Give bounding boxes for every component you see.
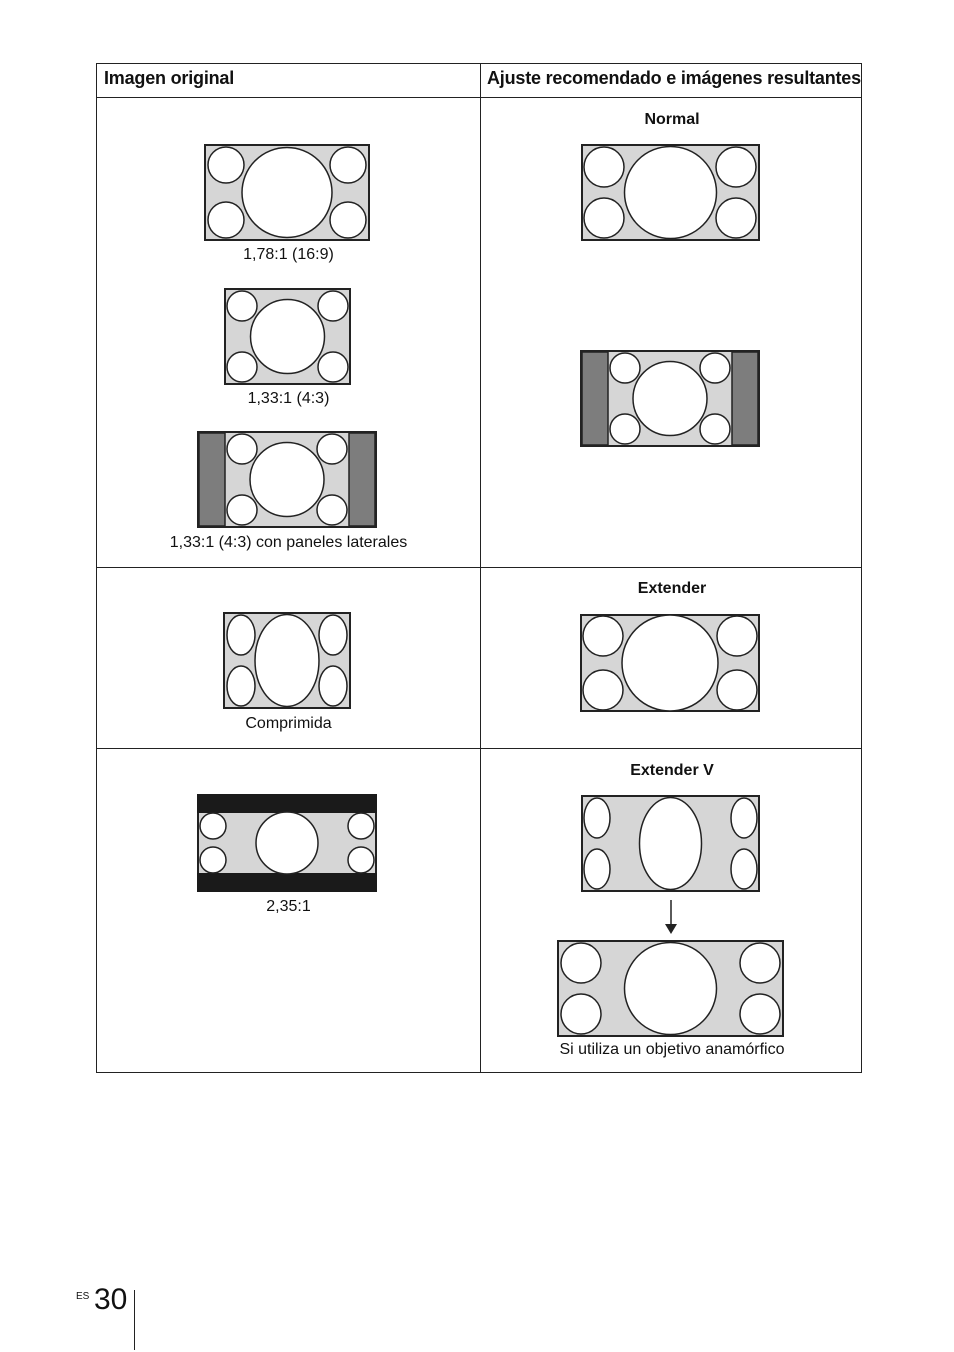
header-divider xyxy=(97,97,861,98)
caption-squeezed: Comprimida xyxy=(245,715,332,732)
caption-2-35-1: 2,35:1 xyxy=(266,898,311,915)
setting-normal-title: Normal xyxy=(644,111,700,128)
arrow-down-icon xyxy=(662,900,680,936)
row-divider xyxy=(97,748,861,749)
setting-extender-title: Extender xyxy=(637,580,707,597)
screen-4-3-original xyxy=(224,288,351,385)
screen-extender-result xyxy=(580,614,760,712)
footer-language: ES xyxy=(76,1291,90,1302)
screen-normal-result-side-panels xyxy=(580,350,760,447)
column-divider xyxy=(480,64,481,1072)
header-original-image: Imagen original xyxy=(104,68,235,88)
screen-normal-result-16-9 xyxy=(581,144,760,241)
screen-anamorphic-result xyxy=(557,940,784,1037)
footer-rule xyxy=(134,1290,135,1350)
caption-anamorphic-lens: Si utiliza un objetivo anamórfico xyxy=(559,1041,785,1058)
caption-16-9: 1,78:1 (16:9) xyxy=(243,246,334,263)
screen-16-9-original xyxy=(204,144,370,241)
page-number: 30 xyxy=(94,1283,128,1316)
screen-2-35-1-original xyxy=(197,794,377,892)
caption-4-3-side-panels: 1,33:1 (4:3) con paneles laterales xyxy=(169,534,408,551)
screen-4-3-side-panels-original xyxy=(197,431,377,528)
setting-extender-v-title: Extender V xyxy=(630,762,714,779)
caption-4-3: 1,33:1 (4:3) xyxy=(247,390,330,407)
row-divider xyxy=(97,567,861,568)
screen-extender-v-result xyxy=(581,795,760,892)
header-recommended-setting: Ajuste recomendado e imágenes resultantes xyxy=(487,68,861,88)
screen-squeezed-original xyxy=(223,612,351,709)
